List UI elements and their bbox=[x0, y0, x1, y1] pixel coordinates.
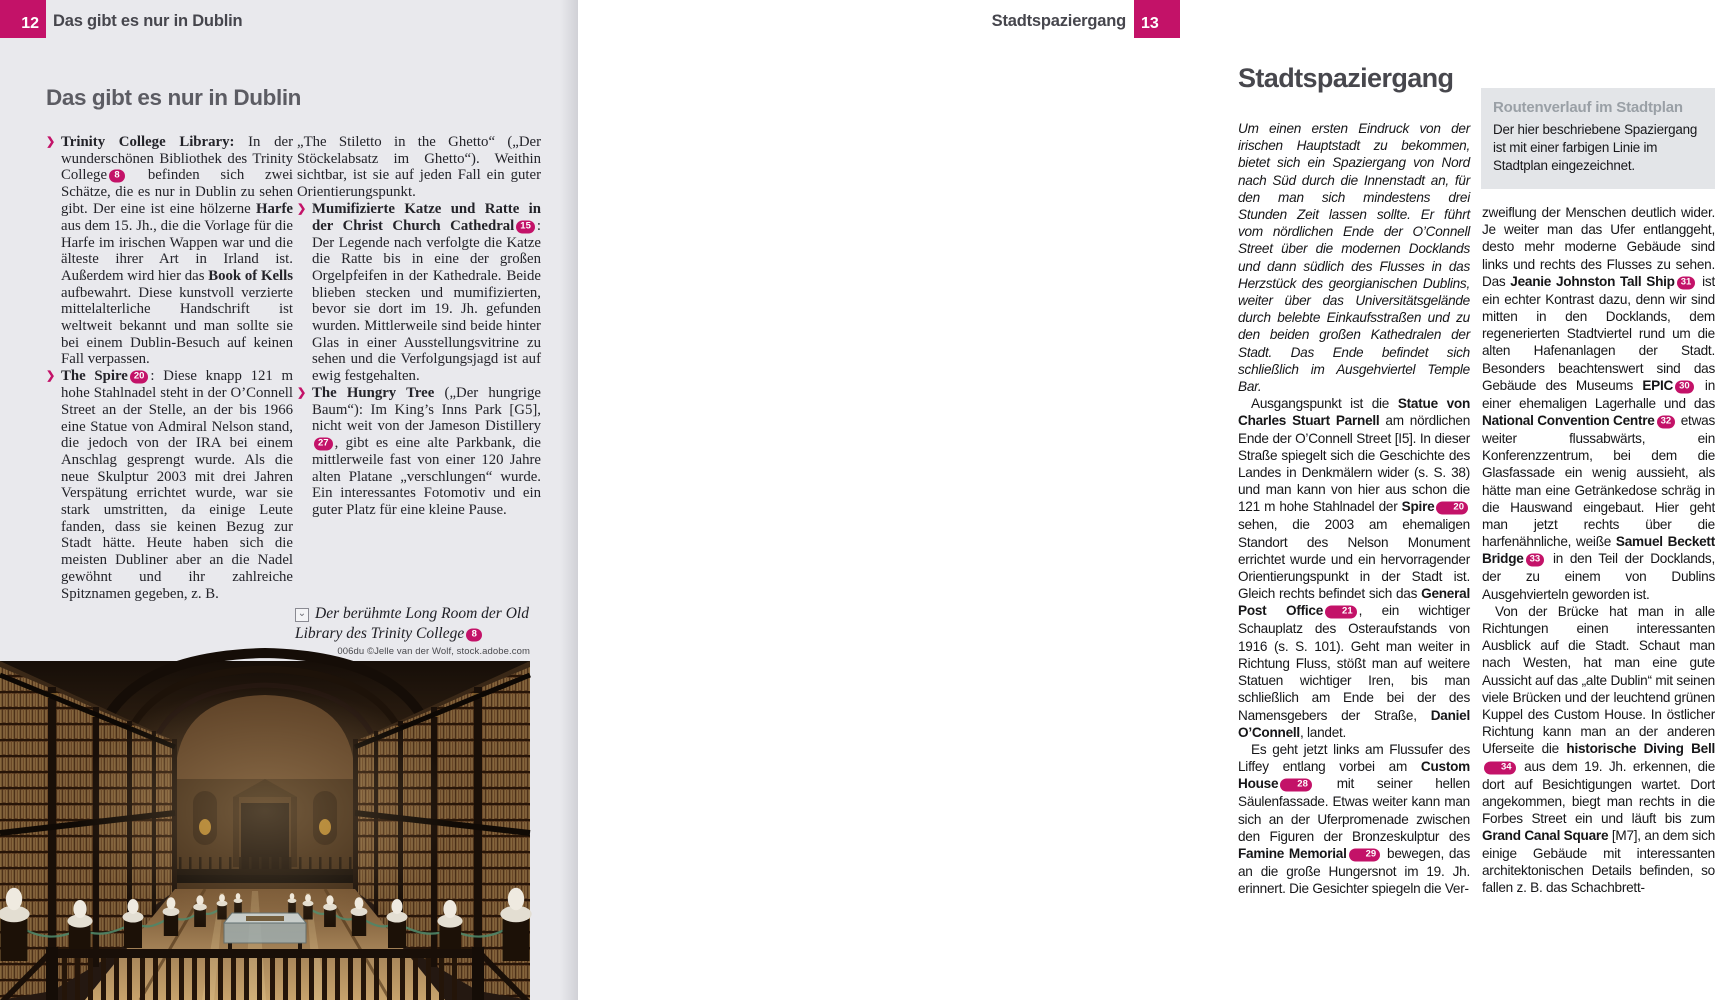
page-title-right: Stadtspaziergang bbox=[1238, 63, 1454, 93]
bullet-chevron-icon: ❯ bbox=[297, 202, 307, 215]
photo-caption-icon: ⌄ bbox=[295, 608, 309, 622]
route-info-box bbox=[1481, 88, 1715, 189]
bullet-chevron-icon: ❯ bbox=[46, 136, 56, 148]
map-number-badge: 28 bbox=[1280, 779, 1312, 792]
page-number-left: 12 bbox=[21, 15, 39, 32]
paragraph-liffey: Es geht jetzt links am Flussufer des Liffey entlang vorbei am Custom House 28 mit seiner hellen Säulenfassade. Etwas weiter kann man sich an der Uferpromenade zwischen den Figuren der Bronzeskulptur des Famine Memorial 29 bewegen, das an die große Hungersnot im 19. Jh. erinnert. Die Gesichter spiegeln die Ver- bbox=[1238, 741, 1470, 897]
map-number-badge: 30 bbox=[1675, 380, 1694, 393]
running-header-right: Stadtspaziergang bbox=[991, 12, 1126, 30]
map-number-badge: 32 bbox=[1657, 416, 1676, 429]
page-13 bbox=[578, 0, 1715, 1000]
intro-paragraph: Um einen ersten Eindruck von der irischen Hauptstadt zu bekommen, bietet sich ein Spaziergang von Nord nach Süd durch die Innenstadt an, für den man sich mindestens drei Stunden Zeit lassen sollte. Er führt vom nördlichen Ende der O’Connell Street über die modernen Docklands und dann südlich des Flusses in das Herzstück des georgianischen Dublins, weiter über das Universitätsgelände durch belebte Einkaufsstraßen und zu den beiden großen Kathedralen der Stadt. Das Ende befindet sich schließlich im Ausgehviertel Temple Bar. bbox=[1238, 121, 1470, 395]
page-number-box-right bbox=[1134, 0, 1180, 38]
column-right-1 bbox=[1238, 120, 1470, 897]
bullet-chevron-icon: ❯ bbox=[297, 386, 307, 399]
page-gutter-shadow bbox=[560, 0, 578, 1000]
page-number-right: 13 bbox=[1141, 15, 1159, 32]
map-number-badge: 8 bbox=[109, 170, 125, 183]
running-header-left: Das gibt es nur in Dublin bbox=[53, 12, 243, 30]
map-number-badge: 33 bbox=[1526, 554, 1545, 567]
photo-credit: 006du ©Jelle van der Wolf, stock.adobe.com bbox=[337, 646, 530, 657]
photo-light-glow bbox=[75, 686, 455, 936]
paragraph-stiletto-continuation: „The Stiletto in the Ghetto“ („Der Stöckelabsatz im Ghetto“). Weithin sichtbar, ist sie auf jeden Fall ein guter Orientierungspunkt. bbox=[297, 134, 541, 201]
map-number-badge: 27 bbox=[314, 437, 333, 450]
column-left-1 bbox=[46, 134, 293, 602]
paragraph-hungry-tree: ❯ The Hungry Tree („Der hungrige Baum“): Im King’s Inns Park [G5], nicht weit von der Jameson Distillery27 , gibt es eine alte Parkbank, die mittlerweile fast von einer 120 Jahre alten Platane „verschlungen“ wurde. Ein interessantes Fotomotiv und ein guter Platz für eine kleine Pause. bbox=[297, 384, 541, 519]
page-title-left: Das gibt es nur in Dublin bbox=[46, 85, 302, 110]
info-box-title: Routenverlauf im Stadtplan bbox=[1493, 99, 1683, 116]
map-number-badge: 34 bbox=[1484, 761, 1516, 774]
paragraph-mummified-cat: ❯ Mumifizierte Katze und Ratte in der Christ Church Cathedral 15 : Der Legende nach verfolgte die Katze die Ratte bis in eine der großen Orgelpfeifen in der Kathedrale. Beide blieben stecken und mumifizierten, bevor sie dort im 19. Jh. gefunden wurden. Mittlerweile sind beide hinter Glas in einer Ausstellungsvitrine zu sehen und die Verfolgungsjagd ist auf ewig festgehalten. bbox=[297, 200, 541, 385]
map-number-badge: 20 bbox=[130, 371, 149, 384]
info-box-body: Der hier beschriebene Spaziergang ist mit einer farbigen Linie im Stadtplan eingezeichnet. bbox=[1493, 122, 1698, 174]
map-number-badge: 8 bbox=[466, 628, 482, 641]
library-photo bbox=[0, 661, 530, 1000]
page-12 bbox=[0, 0, 578, 1000]
map-number-badge: 31 bbox=[1677, 276, 1696, 289]
map-number-badge: 20 bbox=[1436, 502, 1468, 515]
map-number-badge: 21 bbox=[1325, 606, 1357, 619]
paragraph-walk-start: Ausgangspunkt ist die Statue von Charles Stuart Parnell am nördlichen Ende der O’Connell Street [I5]. In dieser Straße spiegelt sich die Geschichte des Landes in Denkmälern wider (s. S. 38) und man kann von hier aus schon die 121 m hohe Stahlnadel der Spire 20 sehen, die 2003 am ehemaligen Standort des Nelson Monument errichtet wurde und ein hervorragender Orientierungspunkt in der Stadt ist. Gleich rechts befindet sich das General Post Office 21 , ein wichtiger Schauplatz des Osteraufstands von 1916 (s. S. 101). Geht man weiter in Richtung Fluss, stößt man auf weitere Statuen wichtiger Iren, bis man schließlich am Ende bei der des Namensgebers der Straße, Daniel O’Connell, landet. bbox=[1238, 396, 1470, 740]
paragraph-bridge-view: Von der Brücke hat man in alle Richtungen einen interessanten Ausblick auf die Stadt. Schaut man nach Westen, hat man eine gute Aussicht auf das „alte Dublin“ mit seinen viele Brücken und der leuchtend grünen Kuppel des Custom House. In östlicher Richtung kann man an der anderen Uferseite die historische Diving Bell34 aus dem 19. Jh. erkennen, die dort auf Besichtigungen wartet. Dort angekommen, biegt man rechts in die Forbes Street ein und läuft bis zum Grand Canal Square [M7], an dem sich einige Gebäude mit interessanten architektonischen Details befinden, so fallen z. B. das Schachbrett- bbox=[1482, 603, 1715, 895]
page-number-box-left bbox=[0, 0, 46, 38]
bullet-chevron-icon: ❯ bbox=[46, 370, 56, 383]
map-number-badge: 29 bbox=[1349, 848, 1381, 861]
map-number-badge: 15 bbox=[516, 220, 535, 233]
column-left-2 bbox=[297, 134, 541, 519]
paragraph-the-spire: ❯ The Spire 20 : Diese knapp 121 m hohe Stahlnadel steht in der O’Connell Street an der Stelle, an der bis 1966 eine Statue von Admiral Nelson stand, die jedoch von der IRA bei einem Anschlag gesprengt wurde. Als die neue Skulptur 2003 mit drei Jahren Verspätung errichtet wurde, war sie stark umstritten, da einige Leute fanden, dass sie keinen Bezug zur Stadt hätte. Heute haben sich die meisten Dubliner aber an die Nadel gewöhnt und ihr zahlreiche Spitznamen gegeben, z. B. bbox=[46, 368, 293, 602]
library-photo-illustration bbox=[0, 661, 530, 1000]
column-right-2 bbox=[1482, 204, 1715, 896]
paragraph-docklands-continuation: zweiflung der Menschen deutlich wider. Je weiter man das Ufer entlanggeht, desto mehr moderne Gebäude sind links und rechts des Flusses zu sehen. Das Jeanie Johnston Tall Ship 31 ist ein echter Kontrast dazu, denn wir sind mitten in den Docklands, dem regenerierten Stadtviertel rund um die alten Hafenanlagen der Stadt. Besonders beachtenswert sind das Gebäude des Museums EPIC 30 in einer ehemaligen Lagerhalle und das National Convention Centre 32 etwas weiter flussabwärts, ein Konferenzzentrum, bei dem die Glasfassade ein wenig aussieht, als hätte man eine Getränkedose schräg in die Hauswand eingebaut. Hier geht man jetzt rechts über die harfenähnliche, weiße Samuel Beckett Bridge 33 in den Teil der Docklands, der zu einem von Dublins Ausgehvierteln geworden ist. bbox=[1482, 205, 1715, 602]
photo-caption: ⌄ Der berühmte Long Room der Old Library des Trinity College 8 bbox=[295, 605, 529, 642]
paragraph-trinity-library: ❯ Trinity College Library: In der wunderschönen Bibliothek des Trinity College 8 befinden sich zwei Schätze, die es nur in Dublin zu sehen gibt. Der eine ist eine hölzerne Harfe aus dem 15. Jh., die die Vorlage für die Harfe im irischen Wappen war und die älteste ihrer Art in Irland ist. Außerdem wird hier das Book of Kells aufbewahrt. Diese kunstvoll verzierte mittelalterliche Handschrift ist weltweit bekannt und man sollte sie bei einem Dublin-Besuch auf keinen Fall verpassen. bbox=[46, 134, 294, 368]
